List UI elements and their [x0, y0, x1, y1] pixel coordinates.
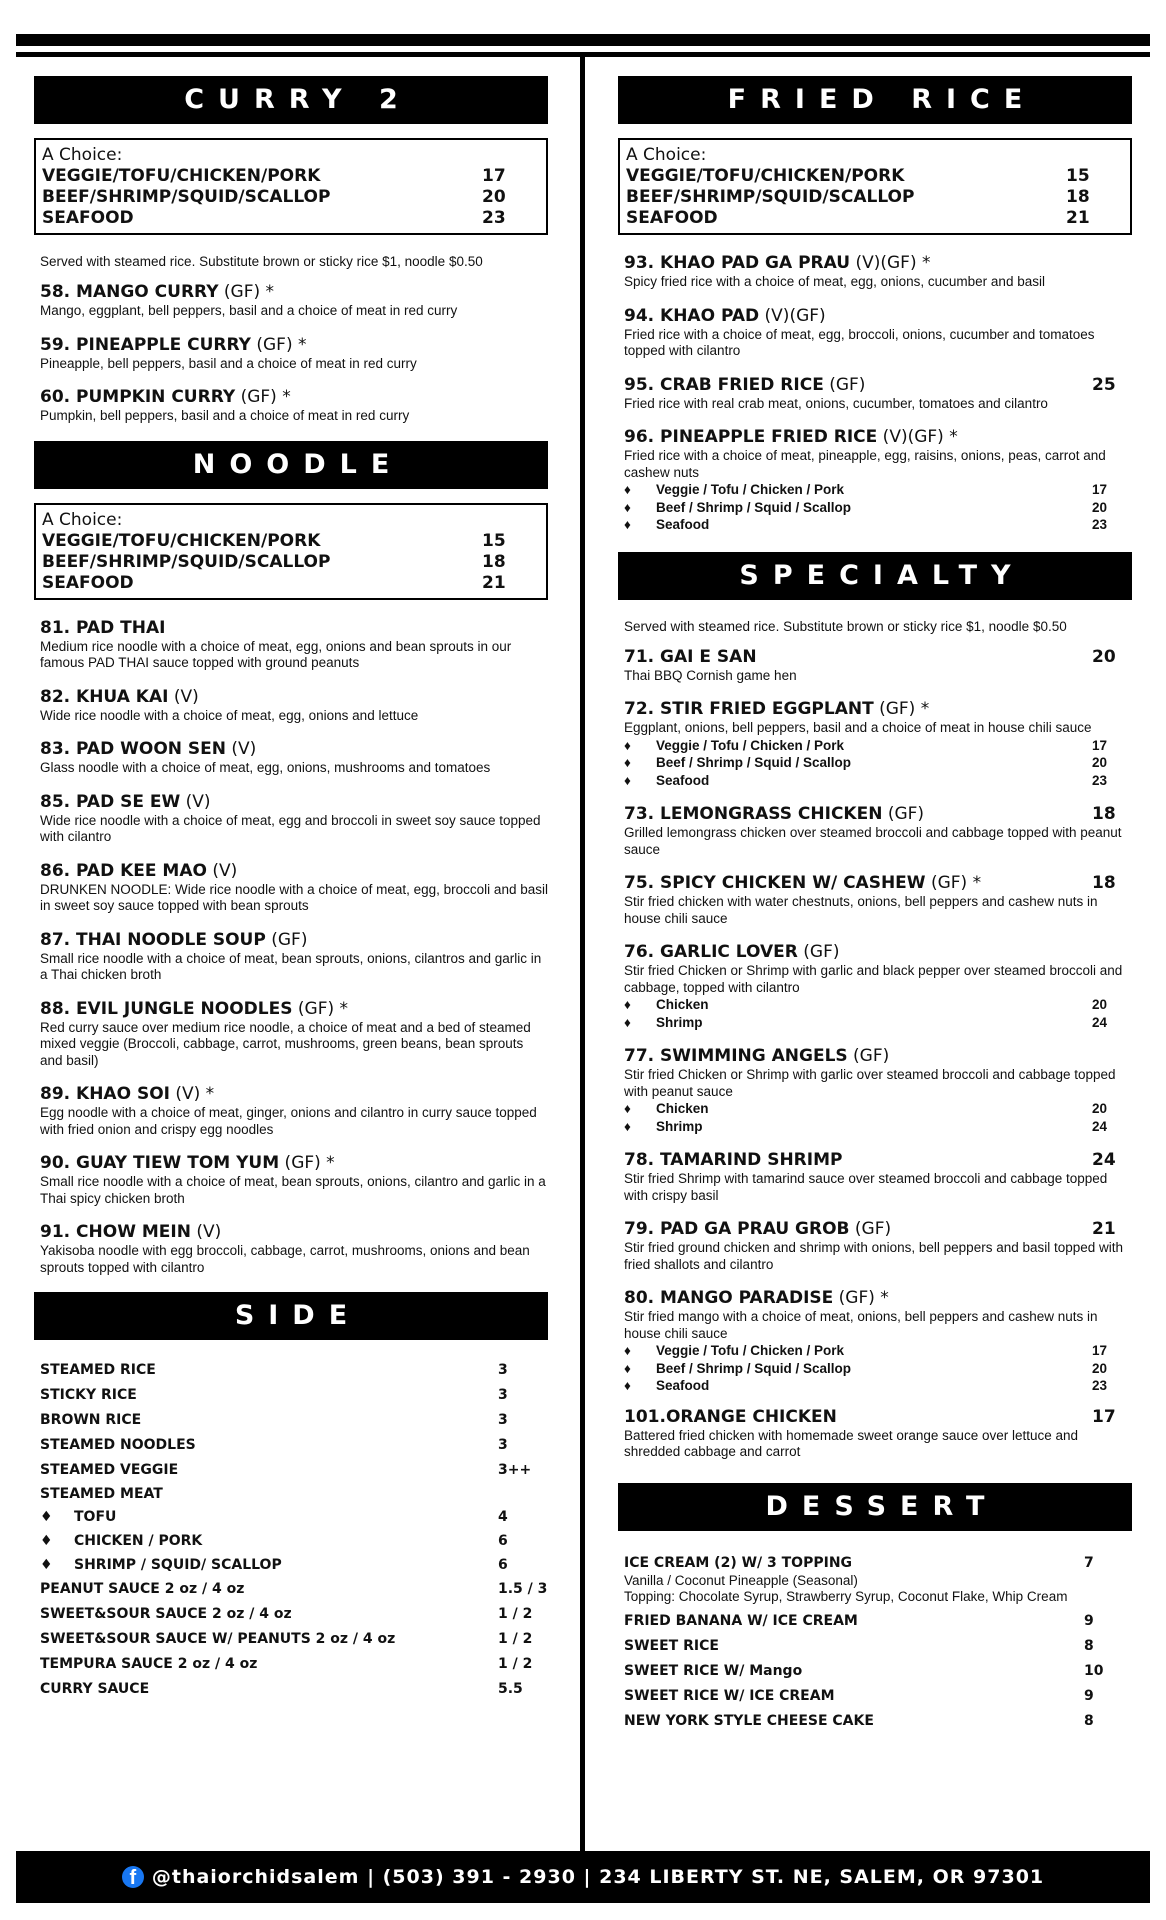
- item-tags: (GF): [265, 929, 308, 950]
- price-option: [624, 996, 1132, 1014]
- menu-item: [618, 427, 1132, 534]
- price-option: [624, 737, 1132, 755]
- item-name: 94. KHAO PAD: [624, 305, 760, 326]
- price-option: [624, 1118, 1132, 1136]
- side-price: [498, 1483, 548, 1505]
- bullet-diamond: ♦: [624, 1118, 631, 1134]
- item-desc: Stir fried chicken with water chestnuts, onions, bell peppers and cashew nuts in house chili sauce: [624, 894, 1098, 926]
- bullet-diamond: ♦: [624, 1360, 631, 1376]
- item-desc: Small rice noodle with a choice of meat, bean sprouts, onions, cilantro and garlic in a Thai spicy chicken broth: [40, 1174, 546, 1206]
- menu-item: [618, 804, 1132, 858]
- right-column: [618, 76, 1132, 1734]
- item-desc: Pineapple, bell peppers, basil and a choice of meat in red curry: [40, 355, 417, 371]
- dessert-row: [624, 1609, 1132, 1634]
- price-option: [624, 772, 1132, 790]
- menu-item: [34, 792, 548, 846]
- item-tags: (GF): [882, 804, 925, 824]
- item-desc: Red curry sauce over medium rice noodle, a choice of meat and a bed of steamed mixed veggie (Broccoli, cabbage, carrot, mushrooms, green beans, bean sprouts and basil): [40, 1019, 531, 1068]
- item-price: 20: [1092, 646, 1116, 667]
- item-name: 60. PUMPKIN CURRY: [40, 387, 236, 407]
- option-price: 20: [1092, 1101, 1108, 1116]
- option-price: 20: [1092, 499, 1108, 515]
- choice-price: 15: [1066, 166, 1090, 186]
- dessert-label: ICE CREAM (2) W/ 3 TOPPING: [624, 1554, 853, 1571]
- dessert-row: [624, 1659, 1132, 1684]
- option-label: Seafood: [656, 517, 710, 532]
- side-header: SIDE: [34, 1292, 548, 1340]
- item-name: 80. MANGO PARADISE: [624, 1288, 834, 1308]
- item-desc: Thai BBQ Cornish game hen: [624, 667, 797, 683]
- dessert-price: 9: [1084, 1687, 1094, 1704]
- item-desc: Pumpkin, bell peppers, basil and a choice of meat in red curry: [40, 408, 410, 423]
- menu-item: [618, 699, 1132, 789]
- side-row: [40, 1458, 548, 1483]
- dessert-price: 8: [1084, 1637, 1094, 1654]
- item-desc: Wide rice noodle with a choice of meat, egg, onions and lettuce: [40, 707, 419, 723]
- bullet-diamond: ♦: [624, 1014, 631, 1030]
- menu-item: [618, 942, 1132, 1031]
- item-desc: Spicy fried rice with a choice of meat, egg, onions, cucumber and basil: [624, 274, 1045, 289]
- choice-label: SEAFOOD: [42, 572, 134, 593]
- dessert-list: [618, 1553, 1132, 1734]
- bullet-diamond: ♦: [624, 1378, 631, 1393]
- item-desc: Grilled lemongrass chicken over steamed broccoli and cabbage topped with peanut sauce: [624, 825, 1122, 857]
- option-price: 24: [1092, 1014, 1108, 1030]
- item-tags: (V): [180, 791, 211, 812]
- item-name: 75. SPICY CHICKEN W/ CASHEW: [624, 873, 926, 893]
- option-label: Seafood: [656, 772, 710, 788]
- side-price: 5.5: [498, 1681, 523, 1697]
- item-price: 18: [1092, 804, 1116, 824]
- menu-item: [618, 253, 1132, 291]
- side-price: 3: [498, 1437, 508, 1453]
- bullet-diamond: ♦: [40, 1509, 53, 1525]
- curry2-header: CURRY 2: [34, 76, 548, 124]
- item-tags: (GF) *: [250, 334, 307, 355]
- specialty-header: SPECIALTY: [618, 552, 1132, 600]
- menu-item: [34, 930, 548, 984]
- item-tags: (V): [190, 1222, 222, 1242]
- side-sauce-row: [40, 1627, 548, 1652]
- side-sauce-row: [40, 1602, 548, 1627]
- item-price: [1092, 253, 1132, 274]
- item-name: 89. KHAO SOI: [40, 1084, 170, 1104]
- side-row: [40, 1383, 548, 1408]
- footer-bar: [16, 1851, 1150, 1903]
- menu-item: [34, 1153, 548, 1207]
- price-option: [624, 754, 1132, 772]
- item-price: [1092, 306, 1132, 327]
- choice-price: 15: [482, 530, 506, 551]
- choice-price: 17: [482, 166, 506, 186]
- menu-item: [618, 873, 1132, 927]
- noodle-choice-box: [34, 503, 548, 600]
- price-option: [624, 1377, 1132, 1395]
- item-desc: Egg noodle with a choice of meat, ginger, onions and cilantro in curry sauce topped with fried onion and crispy egg noodles: [40, 1105, 537, 1137]
- choice-row: [626, 208, 1124, 229]
- item-tags: (V): [226, 739, 257, 759]
- dessert-header: DESSERT: [618, 1483, 1132, 1531]
- option-price: 24: [1092, 1118, 1108, 1134]
- side-label: CURRY SAUCE: [40, 1681, 150, 1697]
- noodle-header: NOODLE: [34, 441, 548, 489]
- item-desc: DRUNKEN NOODLE: Wide rice noodle with a choice of meat, egg, broccoli and basil in sweet soy sauce topped with bean sprouts: [40, 881, 548, 913]
- menu-item: [618, 1219, 1132, 1273]
- menu-item: [34, 687, 548, 725]
- price-option: [624, 499, 1132, 517]
- item-name: 81. PAD THAI: [40, 617, 166, 638]
- side-price: 1 / 2: [498, 1631, 533, 1647]
- choice-row: [42, 187, 540, 208]
- item-name: 72. STIR FRIED EGGPLANT: [624, 699, 874, 719]
- option-price: 17: [1092, 1343, 1108, 1358]
- side-label: STEAMED RICE: [40, 1362, 156, 1378]
- side-row: [40, 1483, 548, 1505]
- choice-label: VEGGIE/TOFU/CHICKEN/PORK: [42, 166, 321, 186]
- choice-label: SEAFOOD: [626, 208, 718, 228]
- fried-rice-items: [618, 253, 1132, 534]
- side-sauce-row: [40, 1652, 548, 1677]
- item-tags: (GF) *: [235, 387, 291, 407]
- side-price: 1 / 2: [498, 1656, 533, 1672]
- option-price: 20: [1092, 997, 1108, 1012]
- bullet-diamond: ♦: [624, 499, 631, 515]
- item-price: [1092, 1288, 1132, 1309]
- dessert-price: 9: [1084, 1612, 1094, 1629]
- dessert-label: SWEET RICE W/ Mango: [624, 1662, 803, 1679]
- item-price: 21: [1092, 1219, 1116, 1239]
- side-meat-row: [40, 1529, 548, 1553]
- item-tags: (V)(GF) *: [850, 253, 931, 273]
- menu-item: [618, 375, 1132, 413]
- item-tags: (GF): [797, 942, 840, 962]
- item-tags: (GF) *: [833, 1288, 889, 1308]
- option-label: Chicken: [656, 1101, 709, 1116]
- option-price: 20: [1092, 755, 1108, 770]
- option-price: 23: [1092, 772, 1108, 788]
- item-price: 24: [1092, 1150, 1116, 1170]
- choice-row: [626, 187, 1124, 208]
- noodle-items: [34, 618, 548, 1277]
- item-name: 101.ORANGE CHICKEN: [624, 1406, 837, 1427]
- item-tags: (GF) *: [218, 282, 275, 302]
- choice-head: A Choice:: [42, 145, 123, 165]
- item-name: 79. PAD GA PRAU GROB: [624, 1219, 850, 1239]
- facebook-icon[interactable]: f: [122, 1866, 144, 1888]
- menu-item: [34, 335, 548, 373]
- option-price: 23: [1092, 1378, 1108, 1393]
- fried-rice-choice-box: [618, 138, 1132, 235]
- dessert-price: 7: [1084, 1554, 1094, 1571]
- item-price: [1092, 1046, 1132, 1067]
- price-option: [624, 516, 1132, 534]
- side-price: 3: [498, 1362, 508, 1378]
- item-desc: Stir fried mango with a choice of meat, onions, bell peppers and cashew nuts in house chili sauce: [624, 1309, 1098, 1341]
- item-tags: (V) *: [169, 1084, 215, 1104]
- option-label: Beef / Shrimp / Squid / Scallop: [656, 499, 852, 515]
- side-price: 1.5 / 3: [498, 1581, 548, 1597]
- option-label: Veggie / Tofu / Chicken / Pork: [656, 737, 845, 753]
- item-name: 88. EVIL JUNGLE NOODLES: [40, 998, 293, 1019]
- item-desc: Medium rice noodle with a choice of meat, egg, onions and bean sprouts in our famous PAD THAI sauce topped with ground peanuts: [40, 638, 512, 670]
- dessert-toppings: Topping: Chocolate Syrup, Strawberry Syrup, Coconut Flake, Whip Cream: [624, 1588, 1068, 1604]
- choice-price: 21: [482, 572, 506, 593]
- left-column: [34, 76, 548, 1702]
- choice-label: BEEF/SHRIMP/SQUID/SCALLOP: [626, 187, 915, 207]
- item-tags: (GF): [847, 1046, 890, 1066]
- item-name: 85. PAD SE EW: [40, 791, 181, 812]
- bullet-diamond: ♦: [624, 737, 631, 753]
- side-label: TOFU: [74, 1509, 117, 1525]
- bullet-diamond: ♦: [40, 1533, 53, 1549]
- item-desc: Battered fried chicken with homemade sweet orange sauce over lettuce and shredded cabbage and carrot: [624, 1427, 1079, 1459]
- menu-item: [34, 1084, 548, 1138]
- item-price: [1092, 942, 1132, 963]
- dessert-flavors: Vanilla / Coconut Pineapple (Seasonal): [624, 1572, 858, 1588]
- side-label: STEAMED NOODLES: [40, 1437, 196, 1453]
- side-sauce-row: [40, 1677, 548, 1702]
- curry2-choice-box: [34, 138, 548, 235]
- item-tags: (GF) *: [279, 1153, 335, 1173]
- side-row: [40, 1358, 548, 1383]
- choice-label: VEGGIE/TOFU/CHICKEN/PORK: [626, 166, 905, 186]
- item-desc: Fried rice with a choice of meat, pineapple, egg, raisins, onions, peas, carrot and cashew nuts: [624, 448, 1106, 480]
- choice-row: [42, 573, 540, 594]
- price-option: [624, 481, 1132, 499]
- item-price: 25: [1092, 374, 1116, 395]
- item-price: 18: [1092, 873, 1116, 893]
- item-name: 86. PAD KEE MAO: [40, 860, 207, 881]
- side-price: 4: [498, 1509, 508, 1525]
- side-price: 3: [498, 1412, 508, 1428]
- side-label: TEMPURA SAUCE 2 oz / 4 oz: [40, 1656, 258, 1672]
- menu-item: [618, 647, 1132, 685]
- choice-price: 18: [482, 551, 506, 572]
- item-name: 59. PINEAPPLE CURRY: [40, 334, 251, 355]
- option-label: Veggie / Tofu / Chicken / Pork: [656, 482, 845, 497]
- item-desc: Fried rice with a choice of meat, egg, broccoli, onions, cucumber and tomatoes topped with cilantro: [624, 326, 1095, 358]
- option-label: Beef / Shrimp / Squid / Scallop: [656, 1360, 852, 1376]
- menu-item: [34, 387, 548, 425]
- side-price: 6: [498, 1533, 508, 1549]
- item-price: [1092, 427, 1132, 448]
- item-tags: (V)(GF) *: [877, 427, 958, 447]
- bullet-diamond: ♦: [624, 1101, 631, 1116]
- option-label: Veggie / Tofu / Chicken / Pork: [656, 1343, 845, 1358]
- choice-row: [42, 166, 540, 187]
- menu-item: [618, 1150, 1132, 1204]
- item-desc: Glass noodle with a choice of meat, egg, onions, mushrooms and tomatoes: [40, 760, 491, 775]
- choice-row: [42, 208, 540, 229]
- side-label: STEAMED VEGGIE: [40, 1462, 179, 1478]
- price-option: [624, 1360, 1132, 1378]
- item-desc: Yakisoba noodle with egg broccoli, cabbage, carrot, mushrooms, onions and bean sprouts topped with cilantro: [40, 1243, 530, 1275]
- side-price: 6: [498, 1557, 508, 1573]
- side-sauce-row: [40, 1577, 548, 1602]
- option-label: Chicken: [656, 997, 709, 1012]
- item-tags: (V): [206, 860, 238, 881]
- item-name: 77. SWIMMING ANGELS: [624, 1046, 848, 1066]
- item-name: 91. CHOW MEIN: [40, 1222, 191, 1242]
- menu-item: [34, 999, 548, 1070]
- dessert-price: 8: [1084, 1712, 1094, 1729]
- option-label: Seafood: [656, 1378, 710, 1393]
- side-row: [40, 1433, 548, 1458]
- choice-price: 21: [1066, 208, 1090, 228]
- item-desc: Stir fried Chicken or Shrimp with garlic and black pepper over steamed broccoli and cabbage, topped with cilantro: [624, 963, 1123, 995]
- side-label: BROWN RICE: [40, 1412, 142, 1428]
- item-tags: (V)(GF): [759, 305, 826, 326]
- dessert-row: [624, 1634, 1132, 1659]
- side-label: SWEET&SOUR SAUCE 2 oz / 4 oz: [40, 1606, 292, 1622]
- item-name: 83. PAD WOON SEN: [40, 739, 227, 759]
- item-desc: Stir fried Shrimp with tamarind sauce over steamed broccoli and cabbage topped with crispy basil: [624, 1171, 1108, 1203]
- choice-price: 23: [482, 208, 506, 228]
- option-label: Shrimp: [656, 1118, 703, 1134]
- bullet-diamond: ♦: [624, 482, 631, 497]
- dessert-label: NEW YORK STYLE CHEESE CAKE: [624, 1712, 874, 1729]
- side-label: CHICKEN / PORK: [74, 1533, 203, 1549]
- item-desc: Small rice noodle with a choice of meat, bean sprouts, onions, cilantros and garlic in a Thai chicken broth: [40, 950, 542, 982]
- price-option: [624, 1100, 1132, 1118]
- curry2-items: [34, 282, 548, 425]
- side-meat-row: [40, 1553, 548, 1577]
- item-tags: (GF) *: [873, 699, 930, 719]
- item-tags: (GF) *: [925, 873, 982, 893]
- choice-price: 18: [1066, 187, 1090, 207]
- menu-item: [34, 739, 548, 777]
- item-name: 96. PINEAPPLE FRIED RICE: [624, 427, 878, 447]
- fried-rice-header: FRIED RICE: [618, 76, 1132, 124]
- item-name: 58. MANGO CURRY: [40, 282, 219, 302]
- dessert-row: [624, 1709, 1132, 1734]
- center-divider: [580, 57, 585, 1851]
- side-list: [34, 1358, 548, 1702]
- choice-label: BEEF/SHRIMP/SQUID/SCALLOP: [42, 551, 331, 572]
- item-desc: Stir fried ground chicken and shrimp with onions, bell peppers and basil topped with fried shallots and cilantro: [624, 1240, 1124, 1272]
- side-price: 3++: [498, 1462, 532, 1478]
- specialty-items: [618, 647, 1132, 1461]
- item-name: 93. KHAO PAD GA PRAU: [624, 253, 851, 273]
- option-price: 23: [1092, 517, 1108, 532]
- dessert-row: [624, 1553, 1132, 1573]
- bullet-diamond: ♦: [624, 517, 631, 532]
- side-label: PEANUT SAUCE 2 oz / 4 oz: [40, 1581, 245, 1597]
- footer-contact-text: @thaiorchidsalem | (503) 391 - 2930 | 234 LIBERTY ST. NE, SALEM, OR 97301: [151, 1866, 1045, 1888]
- choice-row: [42, 552, 540, 573]
- side-row: [40, 1408, 548, 1433]
- dessert-price: 10: [1084, 1662, 1104, 1679]
- bullet-diamond: ♦: [40, 1557, 53, 1573]
- option-price: 17: [1092, 482, 1108, 497]
- bullet-diamond: ♦: [624, 772, 631, 788]
- choice-row: [42, 531, 540, 552]
- choice-head: A Choice:: [626, 145, 707, 165]
- item-desc: Fried rice with real crab meat, onions, cucumber, tomatoes and cilantro: [624, 395, 1048, 411]
- price-option: [624, 1014, 1132, 1032]
- option-label: Beef / Shrimp / Squid / Scallop: [656, 755, 852, 770]
- top-rule-thick: [16, 34, 1150, 46]
- item-name: 95. CRAB FRIED RICE: [624, 374, 824, 395]
- option-price: 17: [1092, 737, 1108, 753]
- side-price: 1 / 2: [498, 1606, 533, 1622]
- dessert-label: FRIED BANANA W/ ICE CREAM: [624, 1612, 858, 1629]
- curry2-note: Served with steamed rice. Substitute brown or sticky rice $1, noodle $0.50: [40, 254, 483, 269]
- dessert-label: SWEET RICE: [624, 1637, 719, 1654]
- bullet-diamond: ♦: [624, 755, 631, 770]
- side-label: SHRIMP / SQUID/ SCALLOP: [74, 1557, 282, 1573]
- choice-price: 20: [482, 187, 506, 207]
- option-label: Shrimp: [656, 1014, 703, 1030]
- menu-item: [34, 1222, 548, 1276]
- item-tags: (V): [168, 686, 199, 707]
- item-name: 90. GUAY TIEW TOM YUM: [40, 1153, 280, 1173]
- item-desc: Eggplant, onions, bell peppers, basil and a choice of meat in house chili sauce: [624, 720, 1092, 735]
- choice-head: A Choice:: [42, 509, 123, 530]
- dessert-label: SWEET RICE W/ ICE CREAM: [624, 1687, 835, 1704]
- item-price: 17: [1092, 1406, 1116, 1427]
- item-name: 82. KHUA KAI: [40, 686, 169, 707]
- choice-label: BEEF/SHRIMP/SQUID/SCALLOP: [42, 187, 331, 207]
- menu-item: [34, 282, 548, 320]
- item-tags: (GF): [849, 1219, 892, 1239]
- item-desc: Stir fried Chicken or Shrimp with garlic over steamed broccoli and cabbage topped with peanut sauce: [624, 1067, 1116, 1099]
- item-price: [1092, 699, 1132, 720]
- side-label: SWEET&SOUR SAUCE W/ PEANUTS 2 oz / 4 oz: [40, 1631, 396, 1647]
- menu-item: [34, 618, 548, 672]
- item-name: 87. THAI NOODLE SOUP: [40, 929, 266, 950]
- choice-label: VEGGIE/TOFU/CHICKEN/PORK: [42, 530, 321, 551]
- item-name: 76. GARLIC LOVER: [624, 942, 798, 962]
- item-tags: (GF): [823, 374, 866, 395]
- menu-item: [618, 306, 1132, 360]
- side-label: STEAMED MEAT: [40, 1486, 163, 1502]
- specialty-note: Served with steamed rice. Substitute brown or sticky rice $1, noodle $0.50: [624, 618, 1067, 634]
- price-option: [624, 1342, 1132, 1360]
- item-tags: (GF) *: [292, 998, 349, 1019]
- dessert-row: [624, 1684, 1132, 1709]
- item-desc: Mango, eggplant, bell peppers, basil and a choice of meat in red curry: [40, 303, 458, 318]
- item-name: 73. LEMONGRASS CHICKEN: [624, 804, 883, 824]
- bullet-diamond: ♦: [624, 997, 631, 1012]
- item-name: 71. GAI E SAN: [624, 646, 757, 667]
- menu-item: [618, 1288, 1132, 1395]
- choice-label: SEAFOOD: [42, 208, 134, 228]
- item-name: 78. TAMARIND SHRIMP: [624, 1150, 843, 1170]
- option-price: 20: [1092, 1360, 1108, 1376]
- menu-item: [618, 1046, 1132, 1135]
- side-label: STICKY RICE: [40, 1387, 137, 1403]
- bullet-diamond: ♦: [624, 1343, 631, 1358]
- menu-item: [618, 1407, 1132, 1461]
- item-desc: Wide rice noodle with a choice of meat, egg and broccoli in sweet soy sauce topped with cilantro: [40, 812, 541, 844]
- menu-item: [34, 861, 548, 915]
- side-meat-row: [40, 1505, 548, 1529]
- side-price: 3: [498, 1387, 508, 1403]
- choice-row: [626, 166, 1124, 187]
